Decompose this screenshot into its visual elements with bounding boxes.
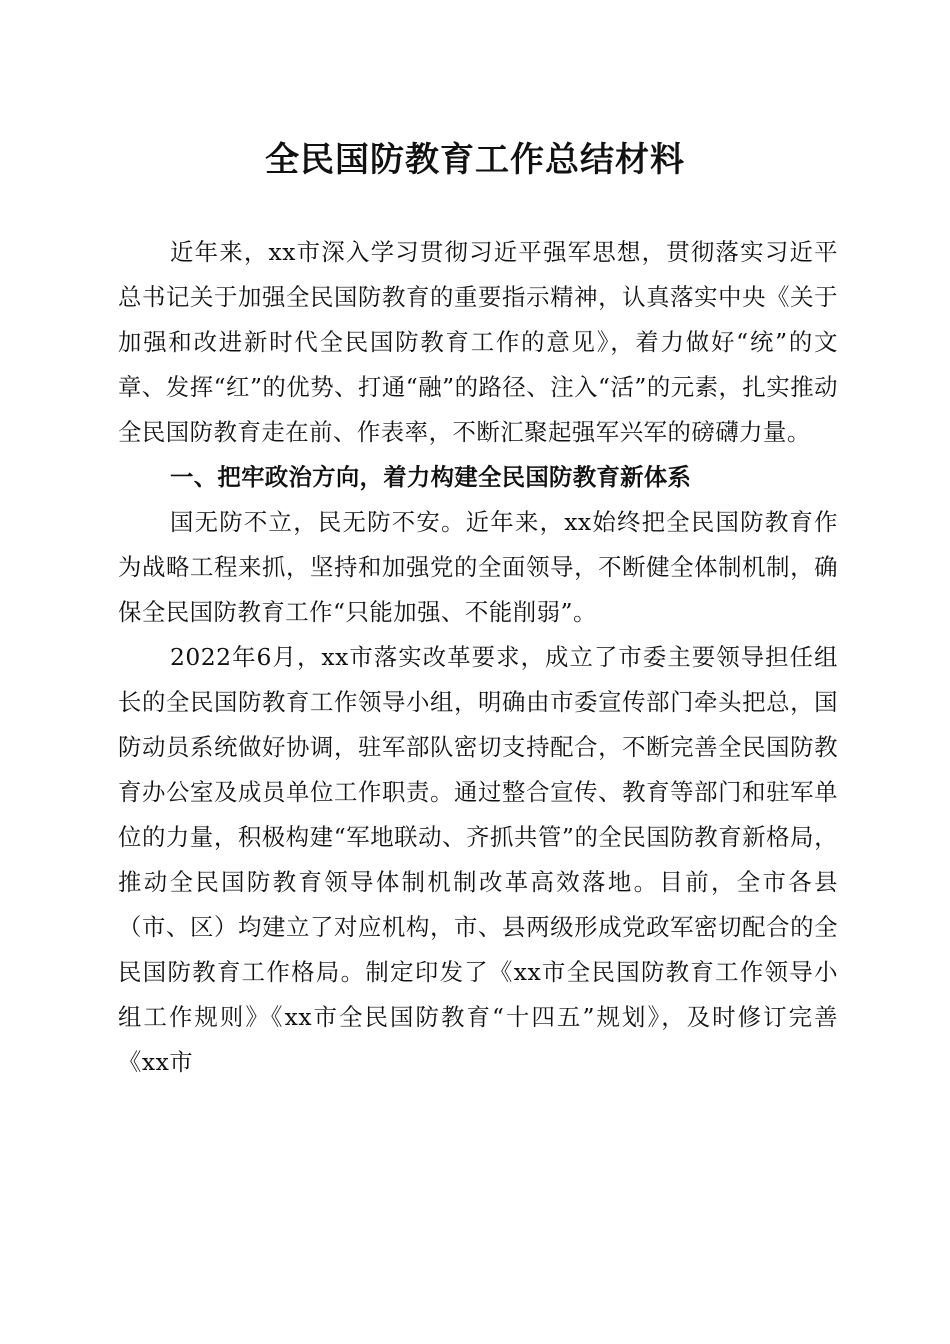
section-1-paragraph-2: 2022年6月，xx市落实改革要求，成立了市委主要领导担任组长的全民国防教育工作领导小组，明确由市委宣传部门牵头把总，国防动员系统做好协调，驻军部队密切支持配合，不断完善全民国防教育办公室及成员单位工作职责。通过整合宣传、教育等部门和驻军单位的力量，积极构建“军地联动、齐抓共管”的全民国防教育新格局，推动全民国防教育领导体制机制改革高效落地。目前，全市各县（市、区）均建立了对应机构，市、县两级形成党政军密切配合的全民国防教育工作格局。制定印发了《xx市全民国防教育工作领导小组工作规则》《xx市全民国防教育“十四五”规划》，及时修订完善《xx市	[118, 643, 838, 1076]
document-title: 全民国防教育工作总结材料	[265, 140, 685, 180]
section-heading-1: 一、把牢政治方向，着力构建全民国防教育新体系	[170, 463, 692, 491]
document-body	[118, 230, 838, 1085]
intro-paragraph: 近年来，xx市深入学习贯彻习近平强军思想，贯彻落实习近平总书记关于加强全民国防教育的重要指示精神，认真落实中央《关于加强和改进新时代全民国防教育工作的意见》，着力做好“统”的文章、发挥“红”的优势、打通“融”的路径、注入“活”的元素，扎实推动全民国防教育走在前、作表率，不断汇聚起强军兴军的磅礴力量。	[118, 238, 838, 446]
section-1-paragraph-1: 国无防不立，民无防不安。近年来，xx始终把全民国防教育作为战略工程来抓，坚持和加强党的全面领导，不断健全体制机制，确保全民国防教育工作“只能加强、不能削弱”。	[118, 508, 838, 626]
